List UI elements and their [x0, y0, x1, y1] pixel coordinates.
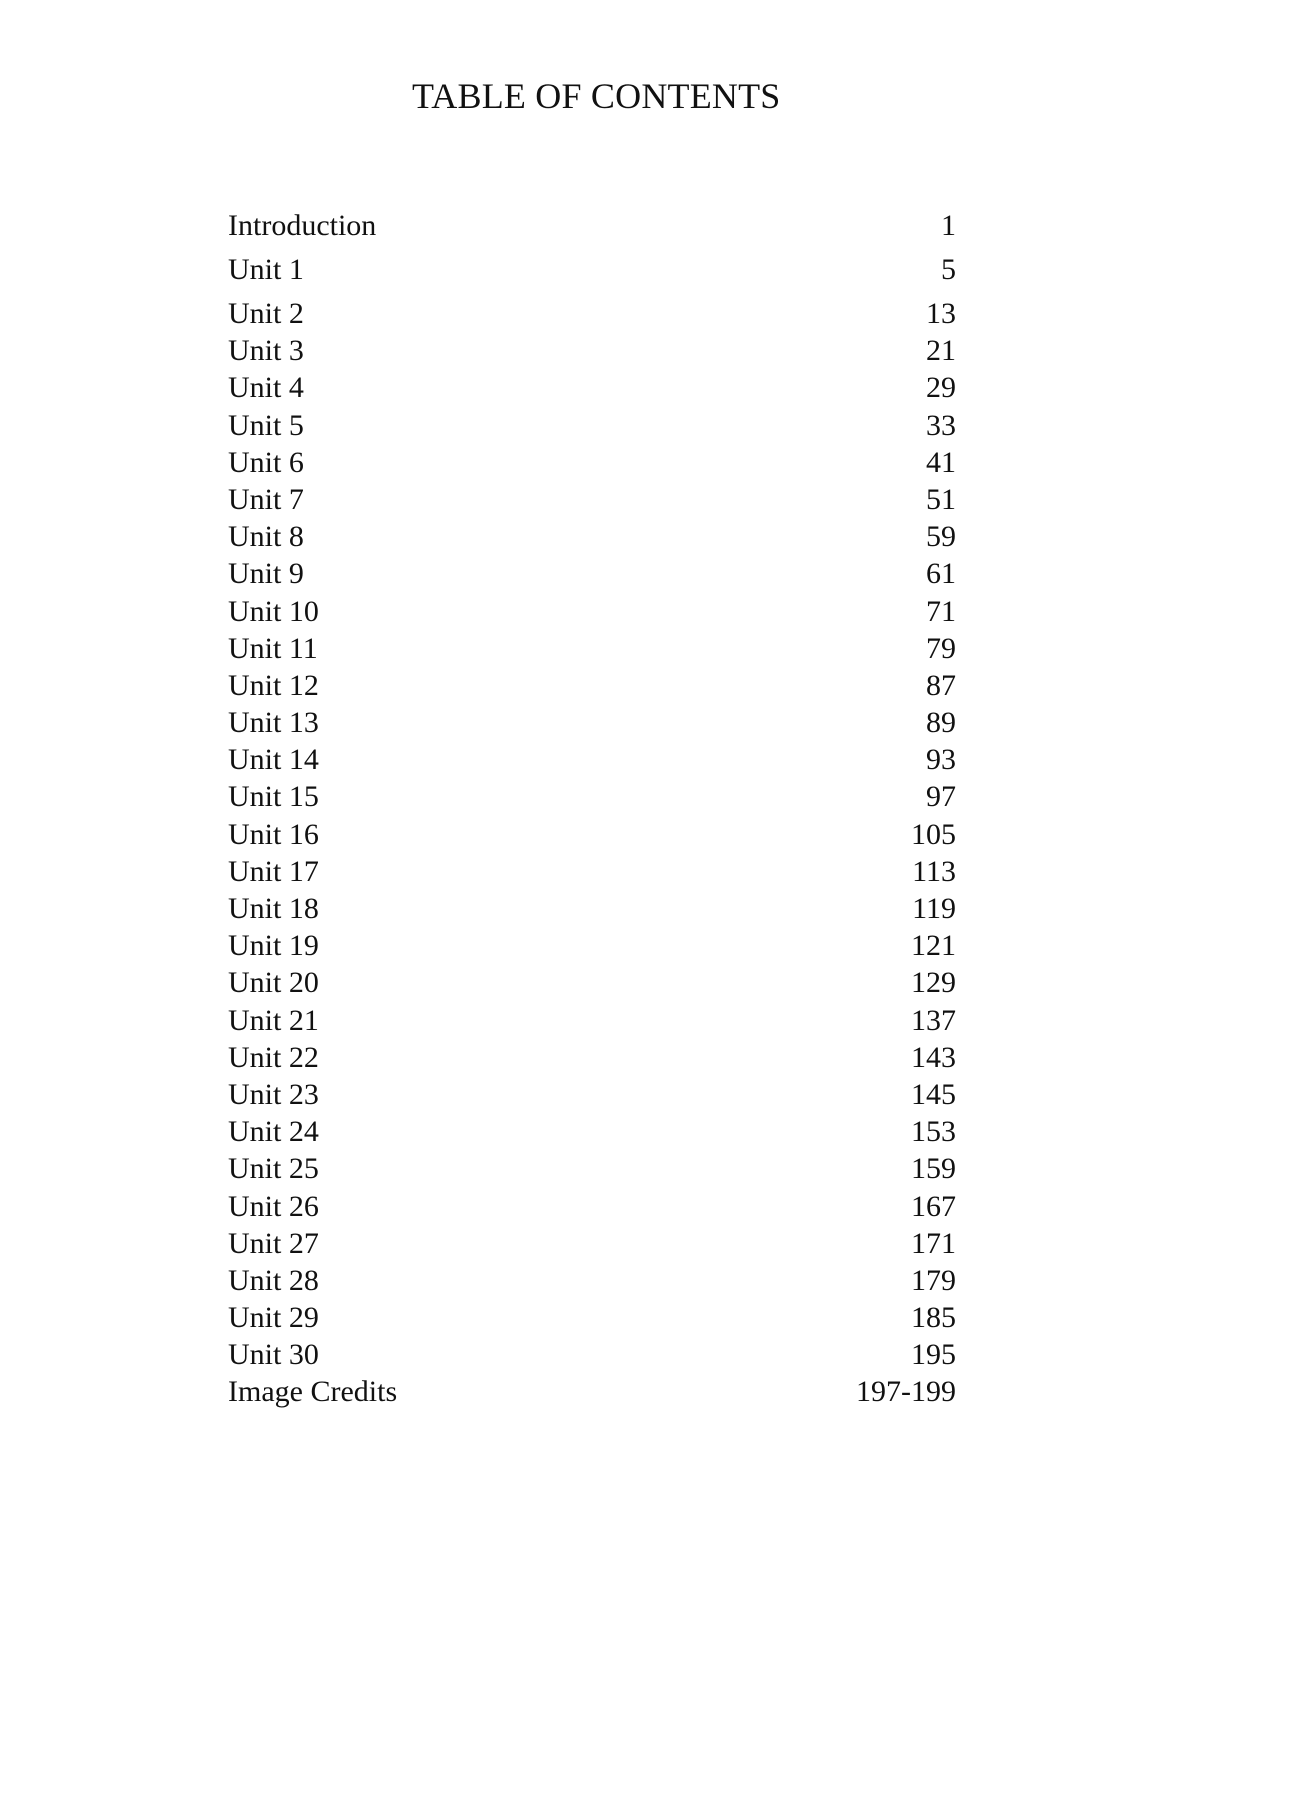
toc-entry	[228, 207, 956, 251]
toc-entry-page: 87	[926, 668, 956, 702]
toc-entry	[228, 518, 956, 555]
toc-entry-page: 105	[911, 817, 956, 851]
toc-entry-label: Unit 11	[228, 631, 318, 665]
toc-entry	[228, 927, 956, 964]
toc-entry-page: 129	[911, 966, 956, 1000]
toc-entry	[228, 741, 956, 778]
toc-entry-page: 121	[911, 929, 956, 963]
toc-entry-label: Unit 17	[228, 854, 319, 888]
toc-entry	[228, 1336, 956, 1373]
toc-entry	[228, 1002, 956, 1039]
toc-entry	[228, 1113, 956, 1150]
toc-entry-label: Unit 28	[228, 1263, 319, 1297]
toc-entry-label: Unit 29	[228, 1301, 319, 1335]
toc-entry-page: 145	[911, 1077, 956, 1111]
toc-entry-page: 13	[926, 297, 956, 330]
toc-entry-page: 197-199	[856, 1375, 956, 1409]
toc-entry	[228, 1262, 956, 1299]
page-title: TABLE OF CONTENTS	[412, 76, 781, 116]
toc-entry-page: 41	[926, 445, 956, 479]
toc-entry	[228, 251, 956, 295]
toc-entry	[228, 1039, 956, 1076]
toc-entry	[228, 1299, 956, 1336]
toc-entry-label: Unit 19	[228, 929, 319, 963]
toc-entry	[228, 704, 956, 741]
toc-entry-page: 61	[926, 557, 956, 591]
toc-entry-page: 137	[911, 1003, 956, 1037]
toc-entry-page: 21	[926, 334, 956, 368]
toc-entry-page: 1	[941, 209, 956, 242]
toc-entry	[228, 332, 956, 369]
toc-entry-page: 29	[926, 371, 956, 405]
toc-entry-page: 171	[911, 1226, 956, 1260]
toc-entry-label: Unit 16	[228, 817, 319, 851]
toc-entry-label: Introduction	[228, 209, 377, 242]
toc-entry-label: Unit 20	[228, 966, 319, 1000]
toc-entry-label: Unit 22	[228, 1040, 319, 1074]
toc-entry-page: 79	[926, 631, 956, 665]
toc-entry-page: 113	[912, 854, 956, 888]
toc-entry-label: Unit 9	[228, 557, 304, 591]
toc-entry-label: Unit 10	[228, 594, 319, 628]
toc-list	[228, 207, 956, 1411]
toc-entry-page: 97	[926, 780, 956, 814]
toc-entry	[228, 853, 956, 890]
toc-entry	[228, 890, 956, 927]
toc-entry	[228, 369, 956, 406]
toc-entry-label: Unit 30	[228, 1338, 319, 1372]
toc-entry	[228, 964, 956, 1001]
toc-entry-page: 51	[926, 482, 956, 516]
toc-entry	[228, 1373, 956, 1410]
toc-entry	[228, 407, 956, 444]
toc-entry-label: Unit 7	[228, 482, 304, 516]
toc-entry-label: Unit 23	[228, 1077, 319, 1111]
toc-entry	[228, 295, 956, 332]
toc-entry-label: Unit 8	[228, 520, 304, 554]
toc-entry	[228, 593, 956, 630]
toc-entry	[228, 630, 956, 667]
toc-entry-page: 159	[911, 1152, 956, 1186]
toc-entry-label: Unit 1	[228, 253, 304, 286]
toc-entry-page: 33	[926, 408, 956, 442]
toc-entry-page: 71	[926, 594, 956, 628]
toc-entry-label: Unit 3	[228, 334, 304, 368]
toc-entry-page: 119	[912, 892, 956, 925]
toc-entry-label: Unit 2	[228, 297, 304, 330]
toc-entry-page: 59	[926, 520, 956, 554]
toc-entry-page: 93	[926, 743, 956, 777]
toc-entry	[228, 1150, 956, 1187]
toc-entry-label: Unit 21	[228, 1003, 319, 1037]
toc-entry-page: 89	[926, 706, 956, 740]
toc-entry-label: Unit 27	[228, 1226, 319, 1260]
toc-entry	[228, 1225, 956, 1262]
toc-entry-page: 167	[911, 1189, 956, 1223]
toc-entry	[228, 1076, 956, 1113]
toc-entry-label: Unit 14	[228, 743, 319, 777]
toc-entry	[228, 481, 956, 518]
toc-entry-label: Unit 15	[228, 780, 319, 814]
toc-entry-page: 143	[911, 1040, 956, 1074]
toc-entry-label: Unit 6	[228, 445, 304, 479]
toc-entry-label: Unit 12	[228, 668, 319, 702]
toc-entry	[228, 778, 956, 815]
toc-entry-label: Unit 4	[228, 371, 304, 405]
toc-entry-page: 5	[941, 253, 956, 286]
toc-entry	[228, 444, 956, 481]
toc-entry	[228, 555, 956, 592]
toc-entry-label: Unit 26	[228, 1189, 319, 1223]
toc-entry-label: Unit 13	[228, 706, 319, 740]
toc-entry-page: 179	[911, 1263, 956, 1297]
toc-entry-label: Unit 24	[228, 1115, 319, 1149]
toc-entry	[228, 1188, 956, 1225]
toc-entry-label: Image Credits	[228, 1375, 398, 1409]
toc-entry-label: Unit 18	[228, 892, 319, 925]
toc-entry-page: 153	[911, 1115, 956, 1149]
toc-entry-label: Unit 25	[228, 1152, 319, 1186]
toc-entry	[228, 667, 956, 704]
toc-entry	[228, 816, 956, 853]
toc-entry-label: Unit 5	[228, 408, 304, 442]
toc-entry-page: 185	[911, 1301, 956, 1335]
toc-entry-page: 195	[911, 1338, 956, 1372]
